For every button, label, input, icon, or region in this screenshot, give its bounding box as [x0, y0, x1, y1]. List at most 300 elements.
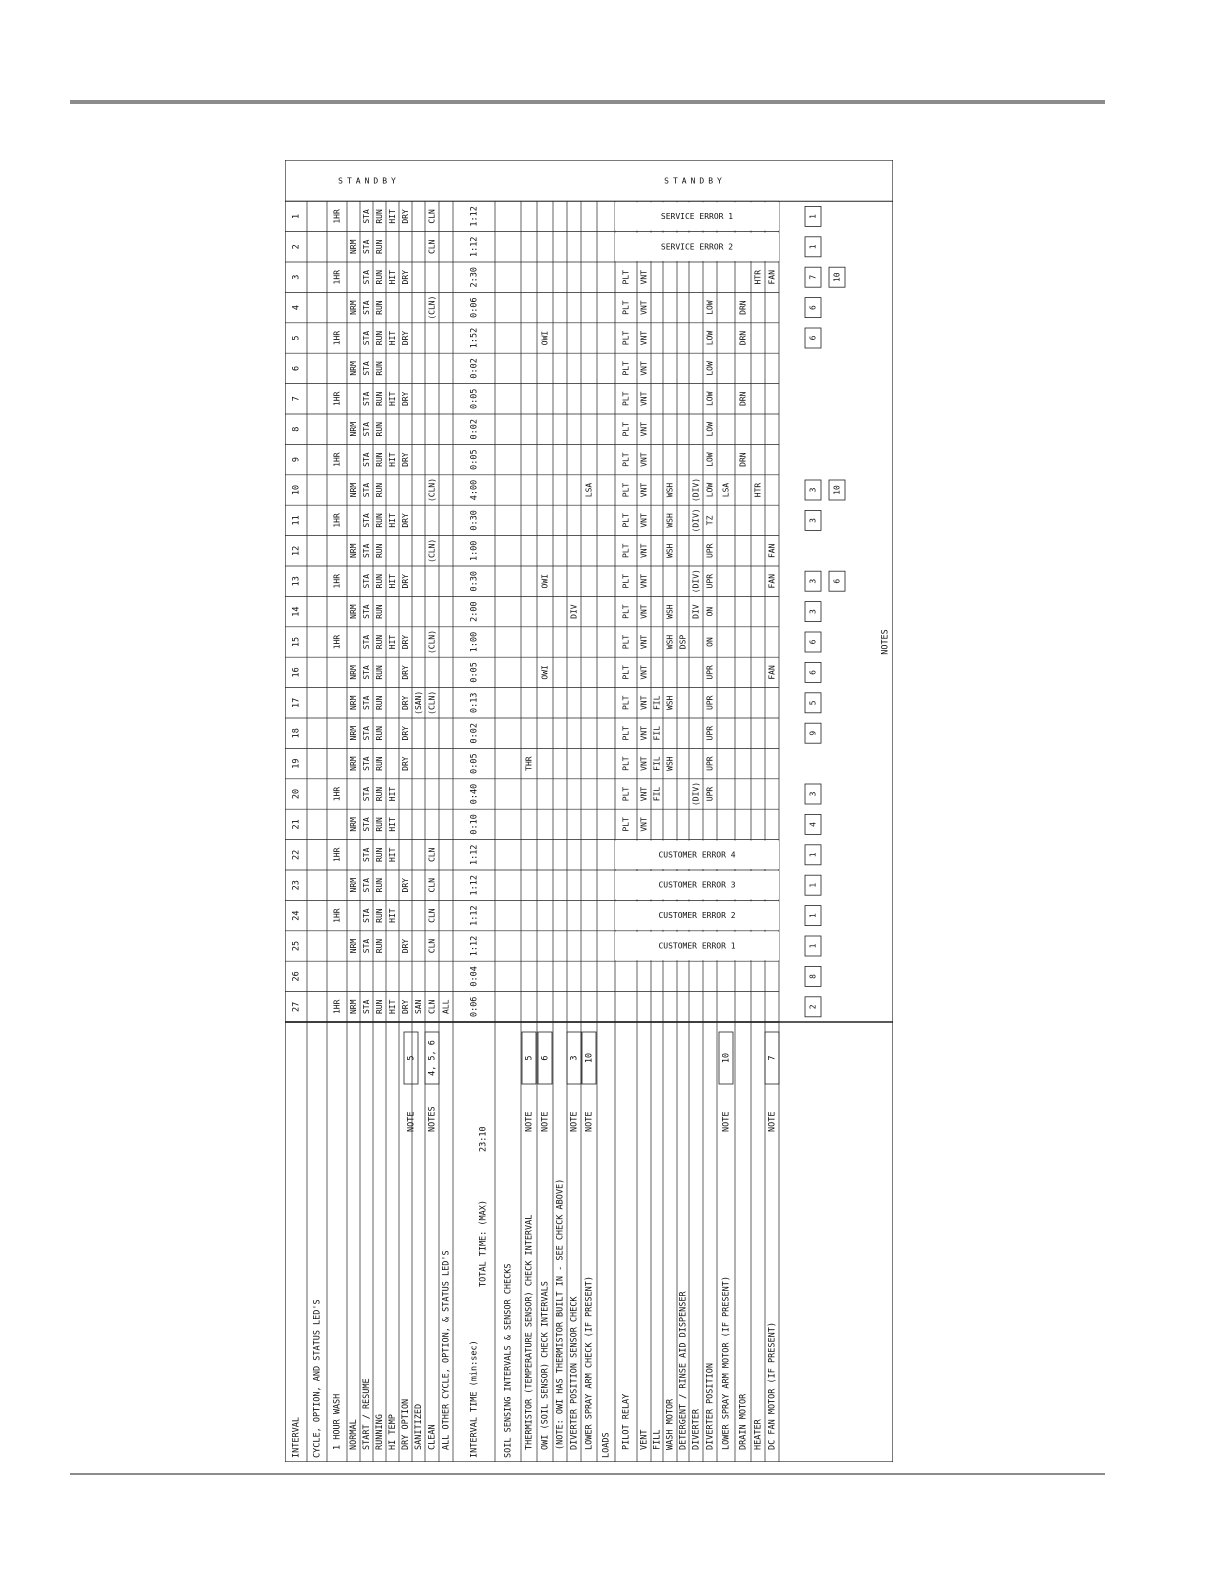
- note-value: 6: [540, 1055, 551, 1061]
- footer-rule: [70, 1473, 1105, 1475]
- note-number: 6: [808, 305, 818, 311]
- interval-time-cell: 0:30: [469, 510, 480, 531]
- state-cell: CLN: [427, 239, 437, 255]
- column-number: 11: [291, 515, 302, 526]
- state-cell: HIT: [388, 330, 397, 346]
- row-label-start_resume: START / RESUME: [362, 1378, 372, 1450]
- state-cell: TZ: [705, 515, 715, 526]
- state-cell: (DIV): [691, 508, 701, 533]
- state-cell: RUN: [375, 330, 384, 346]
- column-number: 15: [291, 636, 302, 648]
- state-cell: VNT: [639, 452, 649, 467]
- state-cell: NRM: [349, 999, 358, 1015]
- interval-time-cell: 1:52: [469, 327, 480, 349]
- column-number: 8: [291, 426, 302, 432]
- state-cell: RUN: [375, 786, 384, 802]
- state-cell: DRY: [401, 695, 410, 711]
- state-cell: OWI: [540, 573, 550, 589]
- state-cell: VNT: [639, 604, 649, 619]
- state-cell: VNT: [639, 391, 649, 407]
- note-number: 3: [808, 791, 818, 797]
- error-label: CUSTOMER ERROR 4: [658, 850, 736, 860]
- state-cell: NRM: [349, 877, 358, 893]
- note-number: 1: [808, 943, 818, 949]
- interval-time-cell: 1:00: [469, 540, 480, 562]
- state-cell: VNT: [639, 756, 649, 771]
- state-cell: FAN: [767, 573, 777, 589]
- state-cell: HIT: [388, 847, 397, 863]
- state-cell: VNT: [639, 665, 649, 680]
- row-label-all_other: ALL OTHER CYCLE, OPTION, & STATUS LED'S: [441, 1250, 452, 1450]
- column-number: 14: [291, 606, 302, 617]
- state-cell: UPR: [705, 725, 715, 741]
- state-cell: DRY: [401, 665, 410, 680]
- state-cell: STA: [362, 361, 371, 376]
- note-number: 1: [808, 213, 818, 219]
- state-cell: UPR: [705, 786, 715, 802]
- state-cell: RUN: [375, 300, 384, 315]
- state-cell: RUN: [375, 269, 384, 285]
- note-number: 9: [808, 730, 818, 736]
- state-cell: CLN: [427, 847, 437, 863]
- state-cell: DRY: [401, 452, 410, 467]
- state-cell: STA: [362, 665, 371, 680]
- state-cell: FAN: [767, 665, 777, 680]
- row-label-one_hour_wash: 1 HOUR WASH: [332, 1393, 343, 1450]
- state-cell: VNT: [639, 725, 649, 741]
- note-value: 10: [721, 1052, 732, 1064]
- state-cell: RUN: [375, 938, 384, 954]
- interval-time-cell: 1:12: [469, 844, 480, 866]
- state-cell: HTR: [753, 269, 763, 285]
- row-label-running: RUNNING: [375, 1414, 385, 1450]
- interval-time-cell: 1:12: [469, 236, 480, 258]
- state-cell: RUN: [375, 847, 384, 863]
- column-number: 19: [291, 758, 302, 769]
- note-number: 1: [808, 882, 818, 888]
- state-cell: HIT: [388, 634, 397, 650]
- note-value: 4, 5, 6: [427, 1040, 438, 1076]
- row-label-wash_motor: WASH MOTOR: [665, 1398, 676, 1450]
- state-cell: PLT: [621, 665, 631, 680]
- state-cell: STA: [362, 300, 371, 315]
- error-label: CUSTOMER ERROR 3: [658, 880, 736, 890]
- row-label-interval: INTERVAL: [291, 1417, 302, 1458]
- state-cell: STA: [362, 391, 371, 407]
- state-cell: UPR: [705, 543, 715, 559]
- state-cell: DRN: [738, 330, 748, 346]
- state-cell: PLT: [621, 604, 631, 619]
- state-cell: DRY: [401, 391, 410, 407]
- note-tag: NOTE: [406, 1111, 417, 1132]
- row-label-thermistor: THERMISTOR (TEMPERATURE SENSOR) CHECK INTERVAL: [524, 1214, 535, 1450]
- row-label-vent: VENT: [639, 1429, 650, 1450]
- note-tag: NOTE: [767, 1111, 778, 1132]
- state-cell: NRM: [349, 756, 358, 771]
- row-label-owi: OWI (SOIL SENSOR) CHECK INTERVALS: [540, 1281, 551, 1450]
- row-label-sanitized: SANITIZED: [414, 1403, 424, 1450]
- state-cell: HIT: [388, 817, 397, 832]
- timing-chart: [285, 160, 893, 1462]
- state-cell: VNT: [639, 786, 649, 802]
- state-cell: UPR: [705, 695, 715, 711]
- chart-frame: [285, 160, 893, 1462]
- state-cell: NRM: [349, 239, 358, 255]
- note-number: 8: [808, 973, 818, 979]
- error-label: SERVICE ERROR 1: [660, 211, 734, 221]
- state-cell: VNT: [639, 573, 649, 589]
- state-cell: CLN: [427, 209, 437, 224]
- column-number: 27: [291, 1001, 302, 1012]
- state-cell: 1HR: [332, 209, 342, 224]
- row-label-normal: NORMAL: [349, 1419, 359, 1450]
- interval-time-cell: 0:13: [469, 692, 480, 714]
- total-time-value: 23:10: [478, 1126, 489, 1152]
- state-cell: NRM: [349, 482, 358, 498]
- interval-time-cell: 0:06: [469, 996, 480, 1018]
- column-number: 26: [291, 971, 302, 982]
- state-cell: DRY: [401, 330, 410, 346]
- state-cell: LOW: [705, 300, 715, 315]
- state-cell: STA: [362, 452, 371, 467]
- state-cell: STA: [362, 573, 371, 589]
- state-cell: STA: [362, 786, 371, 802]
- standby-label: STANDBY: [664, 176, 726, 186]
- state-cell: DRY: [401, 877, 410, 893]
- note-number: 1: [808, 244, 818, 250]
- interval-time-cell: 2:00: [469, 601, 480, 622]
- state-cell: NRM: [349, 361, 358, 376]
- state-cell: WSH: [665, 634, 675, 650]
- row-label-diverter_position: DIVERTER POSITION: [705, 1363, 716, 1450]
- state-cell: NRM: [349, 695, 358, 711]
- interval-time-cell: 0:30: [469, 570, 480, 592]
- state-cell: PLT: [621, 482, 631, 498]
- state-cell: UPR: [705, 573, 715, 589]
- state-cell: STA: [362, 269, 371, 285]
- state-cell: WSH: [665, 604, 675, 619]
- state-cell: RUN: [375, 421, 384, 437]
- state-cell: PLT: [621, 513, 631, 528]
- column-number: 18: [291, 728, 302, 739]
- interval-time-cell: 0:05: [469, 388, 480, 410]
- note-value: 7: [767, 1055, 778, 1061]
- row-label-lower_spray_check: LOWER SPRAY ARM CHECK (IF PRESENT): [584, 1276, 595, 1450]
- column-number: 9: [291, 457, 302, 463]
- state-cell: DRY: [401, 999, 410, 1015]
- column-number: 13: [291, 576, 302, 587]
- state-cell: VNT: [639, 269, 649, 285]
- column-number: 21: [291, 819, 302, 830]
- state-cell: CLN: [427, 877, 437, 893]
- state-cell: RUN: [375, 665, 384, 680]
- state-cell: HIT: [388, 452, 397, 467]
- state-cell: PLT: [621, 573, 631, 589]
- interval-time-cell: 2:30: [469, 266, 480, 288]
- state-cell: 1HR: [332, 269, 342, 285]
- state-cell: STA: [362, 999, 371, 1015]
- timing-chart-svg: [285, 160, 893, 1462]
- state-cell: VNT: [639, 330, 649, 346]
- state-cell: STA: [362, 330, 371, 346]
- state-cell: STA: [362, 513, 371, 528]
- state-cell: RUN: [375, 756, 384, 771]
- state-cell: DRN: [738, 391, 748, 407]
- state-cell: HIT: [388, 908, 397, 923]
- state-cell: VNT: [639, 421, 649, 437]
- note-number: 6: [808, 639, 818, 645]
- state-cell: 1HR: [332, 330, 342, 346]
- state-cell: OWI: [540, 330, 550, 346]
- state-cell: WSH: [665, 482, 675, 498]
- row-label-pilot_relay: PILOT RELAY: [621, 1393, 632, 1450]
- state-cell: LOW: [705, 361, 715, 376]
- state-cell: PLT: [621, 725, 631, 741]
- state-cell: FIL: [652, 756, 662, 771]
- interval-time-cell: 1:12: [469, 905, 480, 926]
- error-label: CUSTOMER ERROR 1: [658, 941, 736, 951]
- state-cell: DIV: [569, 604, 579, 619]
- row-label-soil_header: SOIL SENSING INTERVALS & SENSOR CHECKS: [503, 1263, 514, 1458]
- state-cell: (CLN): [427, 629, 437, 655]
- state-cell: HIT: [388, 786, 397, 802]
- note-number: 3: [808, 487, 818, 493]
- column-number: 10: [291, 484, 302, 496]
- state-cell: FAN: [767, 269, 777, 285]
- state-cell: NRM: [349, 665, 358, 680]
- state-cell: STA: [362, 695, 371, 711]
- state-cell: (SAN): [414, 690, 423, 715]
- state-cell: LSA: [721, 482, 731, 498]
- state-cell: (CLN): [427, 538, 437, 563]
- note-number: 1: [808, 852, 818, 858]
- state-cell: RUN: [375, 725, 384, 741]
- state-cell: RUN: [375, 361, 384, 376]
- state-cell: RUN: [375, 209, 384, 224]
- note-value: 3: [569, 1055, 580, 1061]
- state-cell: STA: [362, 756, 371, 771]
- interval-time-cell: 0:02: [469, 418, 480, 440]
- state-cell: LOW: [705, 330, 715, 346]
- state-cell: HIT: [388, 573, 397, 589]
- state-cell: VNT: [639, 361, 649, 376]
- note-value: 10: [584, 1052, 595, 1064]
- error-label: SERVICE ERROR 2: [660, 242, 734, 252]
- state-cell: RUN: [375, 634, 384, 650]
- note-number: 3: [808, 578, 818, 584]
- state-cell: FIL: [652, 786, 662, 802]
- state-cell: 1HR: [332, 513, 342, 528]
- state-cell: 1HR: [332, 391, 342, 407]
- note-number: 3: [808, 609, 818, 615]
- interval-time-cell: 0:05: [469, 449, 480, 470]
- state-cell: HIT: [388, 209, 397, 224]
- state-cell: PLT: [621, 361, 631, 376]
- row-label-fill: FILL: [652, 1429, 663, 1450]
- state-cell: VNT: [639, 543, 649, 559]
- note-number: 1: [808, 913, 818, 919]
- state-cell: PLT: [621, 421, 631, 437]
- note-number: 6: [808, 335, 818, 341]
- state-cell: DRY: [401, 573, 410, 589]
- state-cell: DSP: [678, 634, 688, 650]
- state-cell: HIT: [388, 391, 397, 407]
- column-number: 20: [291, 788, 302, 800]
- state-cell: PLT: [621, 330, 631, 346]
- state-cell: NRM: [349, 543, 358, 559]
- state-cell: FIL: [652, 725, 662, 741]
- state-cell: WSH: [665, 756, 675, 771]
- column-number: 3: [291, 274, 302, 280]
- note-number: 6: [832, 578, 842, 584]
- row-label-drain_motor: DRAIN MOTOR: [738, 1393, 749, 1450]
- state-cell: NRM: [349, 604, 358, 619]
- interval-time-cell: 0:02: [469, 722, 480, 744]
- column-number: 24: [291, 910, 302, 921]
- state-cell: THR: [524, 756, 534, 771]
- column-number: 16: [291, 667, 302, 678]
- row-label-diverter_check: DIVERTER POSITION SENSOR CHECK: [569, 1296, 580, 1450]
- state-cell: VNT: [639, 817, 649, 832]
- interval-time-cell: 1:12: [469, 935, 480, 957]
- state-cell: PLT: [621, 634, 631, 650]
- state-cell: ALL: [441, 999, 451, 1015]
- state-cell: 1HR: [332, 847, 342, 863]
- state-cell: LSA: [584, 482, 594, 498]
- note-tag: NOTE: [721, 1111, 732, 1132]
- standby-label: STANDBY: [338, 176, 400, 186]
- state-cell: VNT: [639, 300, 649, 315]
- note-tag: NOTE: [524, 1111, 535, 1132]
- state-cell: WSH: [665, 543, 675, 559]
- state-cell: ON: [705, 606, 715, 617]
- note-tag: NOTE: [540, 1111, 551, 1132]
- state-cell: PLT: [621, 695, 631, 711]
- state-cell: HIT: [388, 999, 397, 1015]
- state-cell: DRY: [401, 209, 410, 224]
- header-rule: [70, 100, 1105, 104]
- column-number: 5: [291, 335, 302, 341]
- note-number: 7: [808, 274, 818, 280]
- row-label-cycle_header: CYCLE, OPTION, AND STATUS LED'S: [312, 1299, 323, 1458]
- interval-time-cell: 1:12: [469, 874, 480, 896]
- row-label-dry_option: DRY OPTION: [401, 1398, 411, 1450]
- state-cell: RUN: [375, 391, 384, 407]
- state-cell: RUN: [375, 817, 384, 832]
- state-cell: VNT: [639, 634, 649, 650]
- state-cell: 1HR: [332, 999, 342, 1015]
- state-cell: STA: [362, 908, 371, 923]
- column-number: 4: [291, 305, 302, 311]
- state-cell: STA: [362, 604, 371, 619]
- state-cell: (CLN): [427, 690, 437, 715]
- column-number: 1: [291, 213, 302, 219]
- note-number: 3: [808, 517, 818, 523]
- state-cell: PLT: [621, 391, 631, 407]
- row-label-interval_time: INTERVAL TIME (min:sec): [469, 1340, 480, 1458]
- state-cell: DRN: [738, 300, 748, 315]
- state-cell: DRY: [401, 634, 410, 650]
- row-label-owi_note: (NOTE: OWI HAS THERMISTOR BUILT IN - SEE CHECK ABOVE): [555, 1178, 566, 1450]
- state-cell: DRY: [401, 725, 410, 741]
- state-cell: NRM: [349, 725, 358, 741]
- state-cell: STA: [362, 209, 371, 224]
- state-cell: HIT: [388, 269, 397, 285]
- column-number: 2: [291, 244, 302, 250]
- note-number: 5: [808, 700, 818, 706]
- state-cell: RUN: [375, 695, 384, 711]
- state-cell: UPR: [705, 665, 715, 680]
- note-tag: NOTE: [569, 1111, 580, 1132]
- state-cell: OWI: [540, 665, 550, 680]
- state-cell: ON: [705, 637, 715, 647]
- state-cell: RUN: [375, 452, 384, 467]
- column-number: 17: [291, 697, 302, 708]
- row-label-dc_fan: DC FAN MOTOR (IF PRESENT): [767, 1322, 778, 1450]
- state-cell: DRY: [401, 938, 410, 954]
- state-cell: STA: [362, 239, 371, 255]
- state-cell: RUN: [375, 573, 384, 589]
- interval-time-cell: 4:00: [469, 479, 480, 501]
- note-number: 4: [808, 821, 818, 827]
- state-cell: PLT: [621, 269, 631, 285]
- note-tag: NOTES: [427, 1106, 438, 1132]
- note-value: 5: [406, 1055, 417, 1061]
- interval-time-cell: 0:02: [469, 358, 480, 379]
- state-cell: FIL: [652, 695, 662, 711]
- state-cell: WSH: [665, 513, 675, 528]
- column-number: 23: [291, 880, 302, 891]
- state-cell: WSH: [665, 695, 675, 711]
- note-number: 6: [808, 669, 818, 675]
- state-cell: STA: [362, 877, 371, 893]
- note-tag: NOTE: [584, 1111, 595, 1132]
- state-cell: STA: [362, 482, 371, 498]
- state-cell: LOW: [705, 452, 715, 467]
- state-cell: HTR: [753, 482, 763, 498]
- error-label: CUSTOMER ERROR 2: [658, 911, 736, 921]
- state-cell: CLN: [427, 999, 437, 1015]
- notes-title: NOTES: [880, 629, 891, 655]
- state-cell: PLT: [621, 452, 631, 467]
- state-cell: DRY: [401, 513, 410, 528]
- state-cell: RUN: [375, 543, 384, 559]
- interval-time-cell: 0:06: [469, 297, 480, 318]
- state-cell: 1HR: [332, 908, 342, 923]
- column-number: 7: [291, 396, 302, 402]
- interval-time-cell: 1:12: [469, 206, 480, 227]
- state-cell: RUN: [375, 877, 384, 893]
- interval-time-cell: 1:00: [469, 631, 480, 653]
- interval-time-cell: 0:05: [469, 753, 480, 774]
- state-cell: LOW: [705, 421, 715, 437]
- state-cell: STA: [362, 634, 371, 650]
- row-label-loads: LOADS: [601, 1432, 612, 1458]
- state-cell: DRY: [401, 269, 410, 285]
- state-cell: PLT: [621, 817, 631, 832]
- state-cell: SAN: [414, 999, 423, 1015]
- state-cell: RUN: [375, 482, 384, 498]
- state-cell: DRY: [401, 756, 410, 771]
- state-cell: STA: [362, 817, 371, 832]
- state-cell: 1HR: [332, 634, 342, 650]
- state-cell: VNT: [639, 482, 649, 498]
- state-cell: RUN: [375, 239, 384, 255]
- state-cell: RUN: [375, 908, 384, 923]
- interval-time-cell: 0:40: [469, 783, 480, 805]
- state-cell: (CLN): [427, 477, 437, 503]
- state-cell: CLN: [427, 938, 437, 954]
